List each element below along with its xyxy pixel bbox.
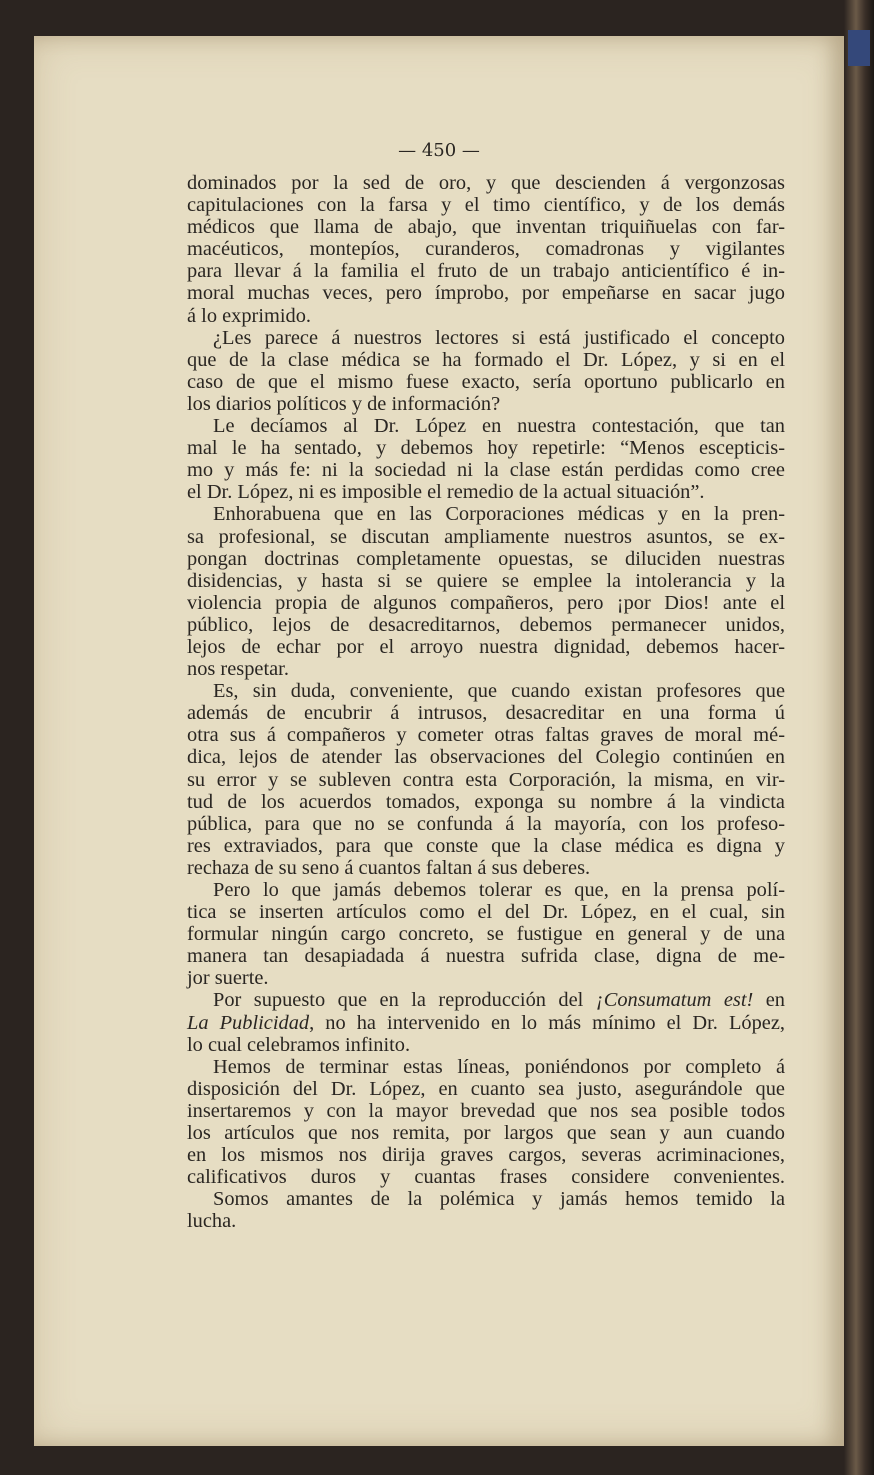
text-line xyxy=(187,548,785,570)
text-run: médicos que llama de abajo, que inventan triquiñuelas con far- xyxy=(187,216,785,239)
text-line xyxy=(187,1122,785,1144)
text-line xyxy=(187,194,785,216)
text-run: mo y más fe: ni la sociedad ni la clase están perdidas como cree xyxy=(187,459,785,482)
text-run: los artículos que nos remita, por largos que sean y aun cuando xyxy=(187,1122,785,1145)
text-run: calificativos duros y cuantas frases considere convenientes. xyxy=(187,1166,785,1189)
text-line xyxy=(187,1056,785,1078)
text-line xyxy=(187,503,785,525)
text-run: moral muchas veces, pero ímprobo, por empeñarse en sacar jugo xyxy=(187,282,785,305)
text-line xyxy=(187,923,785,945)
page-number: — 450 — xyxy=(398,140,480,161)
text-line xyxy=(187,1100,785,1122)
text-line xyxy=(187,260,785,282)
text-line xyxy=(187,526,785,548)
text-line xyxy=(187,1188,785,1210)
text-line xyxy=(187,393,785,415)
text-line xyxy=(187,769,785,791)
text-run: lejos de echar por el arroyo nuestra dignidad, debemos hacer- xyxy=(187,635,785,658)
text-line xyxy=(187,1012,785,1034)
text-run: para llevar á la familia el fruto de un trabajo anticientífico é in- xyxy=(187,260,785,283)
text-run: disidencias, y hasta si se quiere se emplee la intolerancia y la xyxy=(187,569,785,592)
text-line xyxy=(187,305,785,327)
text-line xyxy=(187,746,785,768)
text-run: el Dr. López, ni es imposible el remedio de la actual situación”. xyxy=(187,481,705,504)
text-run: Pero lo que jamás debemos tolerar es que, en la prensa polí- xyxy=(213,879,785,901)
text-run: rechaza de su seno á cuantos faltan á sus deberes. xyxy=(187,856,591,879)
text-run: formular ningún cargo concreto, se fustigue en general y de una xyxy=(187,923,785,946)
text-line xyxy=(187,813,785,835)
text-run: Hemos de terminar estas líneas, poniéndonos por completo á xyxy=(213,1055,785,1078)
text-run: dica, lejos de atender las observaciones del Colegio continúen en xyxy=(187,746,785,769)
book-page xyxy=(34,36,844,1446)
text-run: lucha. xyxy=(187,1210,237,1233)
text-line xyxy=(187,1166,785,1188)
text-line xyxy=(187,371,785,393)
text-run: además de encubrir á intrusos, desacreditar en una forma ú xyxy=(187,702,785,725)
text-run: jor suerte. xyxy=(187,967,269,990)
text-run: manera tan desapiadada á nuestra sufrida clase, digna de me- xyxy=(187,945,785,968)
text-run: macéuticos, montepíos, curanderos, comadronas y vigilantes xyxy=(187,238,785,261)
text-run: pública, para que no se confunda á la mayoría, con los profeso- xyxy=(187,812,785,835)
text-line xyxy=(187,945,785,967)
italic-title: La Publicidad xyxy=(187,1011,310,1034)
text-line xyxy=(187,1144,785,1166)
text-run: pongan doctrinas completamente opuestas, se diluciden nuestras xyxy=(187,547,785,570)
text-line xyxy=(187,172,785,194)
text-line xyxy=(187,680,785,702)
text-line xyxy=(187,1034,785,1056)
text-run: tica se inserten artículos como el del Dr. López, en el cual, sin xyxy=(187,901,785,924)
text-line xyxy=(187,415,785,437)
text-line xyxy=(187,282,785,304)
text-run: que de la clase médica se ha formado el Dr. López, y si en el xyxy=(187,348,785,371)
text-run: en los mismos nos dirija graves cargos, severas acriminaciones, xyxy=(187,1144,785,1167)
book-edge xyxy=(844,0,874,1475)
text-line xyxy=(187,327,785,349)
text-line xyxy=(187,1210,785,1232)
text-line xyxy=(187,879,785,901)
text-line xyxy=(187,901,785,923)
text-run: caso de que el mismo fuese exacto, sería oportuno publicarlo en xyxy=(187,370,785,393)
text-run: Le decíamos al Dr. López en nuestra contestación, que tan xyxy=(213,415,785,438)
text-run: su error y se subleven contra esta Corporación, la misma, en vir- xyxy=(187,768,785,791)
text-line xyxy=(187,570,785,592)
body-text xyxy=(187,172,785,1233)
text-run: capitulaciones con la farsa y el timo científico, y de los demás xyxy=(187,194,785,217)
text-line xyxy=(187,459,785,481)
text-run: violencia propia de algunos compañeros, pero ¡por Dios! ante el xyxy=(187,591,785,614)
text-run: Por supuesto que en la reproducción del xyxy=(213,989,596,1012)
text-line xyxy=(187,989,785,1011)
text-run: sa profesional, se discutan ampliamente nuestros asuntos, se ex- xyxy=(187,525,785,548)
text-line xyxy=(187,724,785,746)
text-run: Somos amantes de la polémica y jamás hemos temido la xyxy=(213,1188,785,1211)
text-run: en xyxy=(753,989,785,1012)
italic-title: ¡Consumatum est! xyxy=(595,989,754,1012)
text-run: público, lejos de desacreditarnos, debemos permanecer unidos, xyxy=(187,613,785,636)
text-line xyxy=(187,791,785,813)
text-line xyxy=(187,481,785,503)
binding-tab xyxy=(848,30,870,66)
text-run: nos respetar. xyxy=(187,658,289,681)
text-run: Es, sin duda, conveniente, que cuando existan profesores que xyxy=(213,680,785,703)
text-run: ¿Les parece á nuestros lectores si está justificado el concepto xyxy=(213,326,785,349)
text-line xyxy=(187,636,785,658)
text-line xyxy=(187,238,785,260)
text-run: res extraviados, para que conste que la clase médica es digna y xyxy=(187,834,785,857)
text-run: disposición del Dr. López, en cuanto sea justo, asegurándole que xyxy=(187,1077,785,1100)
text-run: lo cual celebramos infinito. xyxy=(187,1033,411,1056)
text-line xyxy=(187,614,785,636)
text-line xyxy=(187,1078,785,1100)
text-run: Enhorabuena que en las Corporaciones médicas y en la pren- xyxy=(213,503,785,526)
text-run: insertaremos y con la mayor brevedad que nos sea posible todos xyxy=(187,1099,785,1122)
text-run: otra sus á compañeros y cometer otras faltas graves de moral mé- xyxy=(187,724,785,747)
text-line xyxy=(187,967,785,989)
text-run: mal le ha sentado, y debemos hoy repetirle: “Menos escepticis- xyxy=(187,437,785,460)
text-line xyxy=(187,349,785,371)
text-run: á lo exprimido. xyxy=(187,304,312,327)
text-run: dominados por la sed de oro, y que descienden á vergonzosas xyxy=(187,172,785,194)
text-run: , no ha intervenido en lo más mínimo el Dr. López, xyxy=(309,1011,785,1034)
text-line xyxy=(187,702,785,724)
text-line xyxy=(187,592,785,614)
text-line xyxy=(187,835,785,857)
text-line xyxy=(187,857,785,879)
text-run: los diarios políticos y de información? xyxy=(187,392,501,415)
text-line xyxy=(187,437,785,459)
text-line xyxy=(187,216,785,238)
text-run: tud de los acuerdos tomados, exponga su nombre á la vindicta xyxy=(187,790,785,813)
text-line xyxy=(187,658,785,680)
